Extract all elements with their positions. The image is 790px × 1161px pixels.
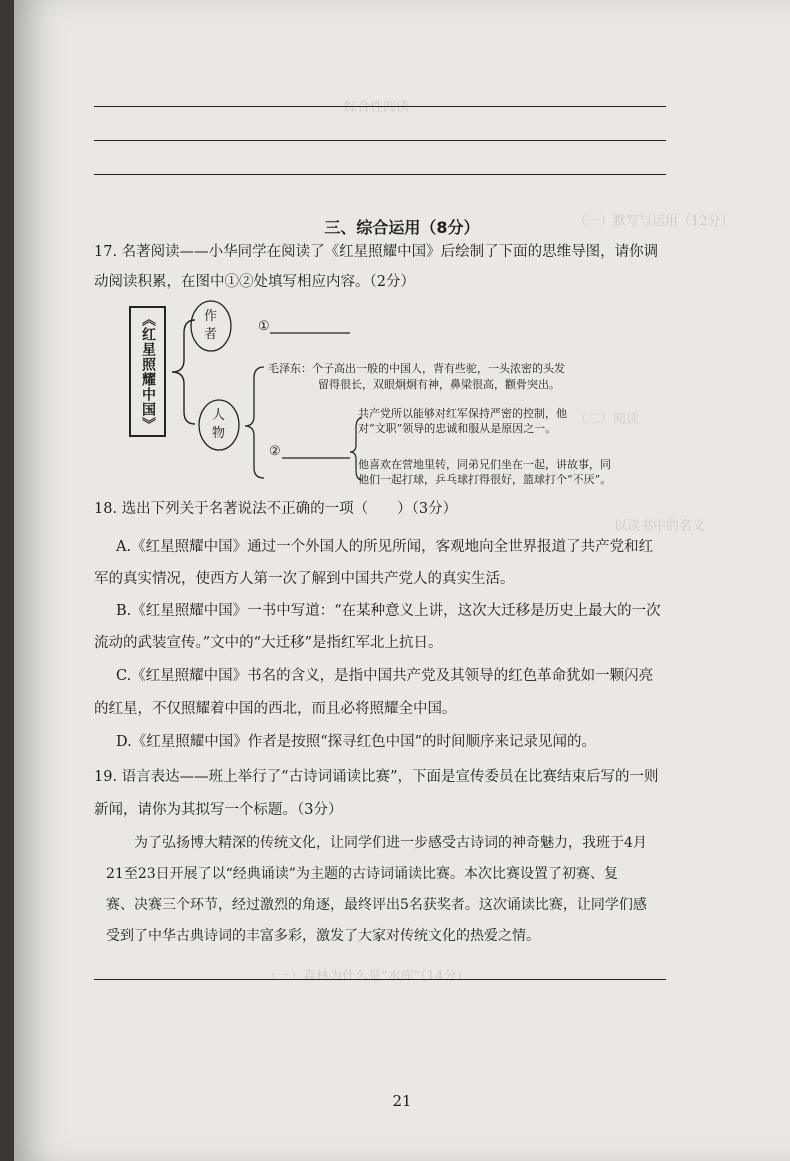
author-label: 作者 — [204, 309, 218, 342]
q19-news-line3: 赛、决赛三个环节，经过激烈的角逐，最终评出5名获奖者。这次诵读比赛，让同学们感 — [106, 897, 647, 913]
q18-stem: 18. 选出下列关于名著说法不正确的一项（ ）（3分） — [94, 501, 458, 517]
person-brace — [245, 367, 264, 478]
bleed-text: （一）森林为什么是“水库”（14分） — [264, 969, 470, 984]
q19-stem-line1: 19. 语言表达——班上举行了“古诗词诵读比赛”，下面是宣传委员在比赛结束后写的一则 — [94, 769, 659, 785]
person2-quote-line2: 对“文职”领导的忠诚和服从是原因之一。 — [358, 422, 557, 435]
q18-option-b-line2: 流动的武装宣传。”文中的“大迁移”是指红军北上抗日。 — [94, 635, 443, 651]
q18-option-a-line2: 军的真实情况，使西方人第一次了解到中国共产党人的真实生活。 — [94, 571, 515, 587]
q18-option-c-line1: C.《红星照耀中国》书名的含义，是指中国共产党及其领导的红色革命犹如一颗闪亮 — [116, 668, 654, 684]
q19-stem-line2: 新闻，请你为其拟写一个标题。（3分） — [94, 802, 343, 818]
answer-line — [94, 979, 666, 980]
q18-option-b-line1: B.《红星照耀中国》一书中写道：“在某种意义上讲，这次大迁移是历史上最大的一次 — [116, 603, 661, 619]
q18-option-c-line2: 的红星，不仅照耀着中国的西北，而且必将照耀全中国。 — [94, 701, 457, 717]
main-brace — [172, 320, 195, 424]
mao-description-line2: 留得很长，双眼炯炯有神，鼻梁很高，颧骨突出。 — [318, 378, 560, 391]
book-title: 《红星照耀中国》 — [140, 311, 156, 432]
person-label: 人物 — [212, 408, 226, 441]
bleed-text: （二）阅读 — [574, 412, 640, 427]
q19-news-line2: 21至23日开展了以“经典诵读”为主题的古诗词诵读比赛。本次比赛设置了初赛、复 — [106, 866, 618, 882]
bleed-text: 综合性阅读 — [344, 100, 410, 115]
person2-quote-line4: 他们一起打球，乒乓球打得很好，篮球打个“不厌”。 — [358, 473, 612, 486]
mao-description-line1: 毛泽东：个子高出一般的中国人，背有些驼，一头浓密的头发 — [268, 362, 565, 375]
q19-news-line4: 受到了中华古典诗词的丰富多彩，激发了大家对传统文化的热爱之情。 — [106, 928, 540, 944]
document-page — [14, 0, 790, 1161]
bleed-text: 以读书中的名义 — [614, 519, 706, 534]
person2-quote-line1: 共产党所以能够对红军保持严密的控制，他 — [358, 407, 567, 420]
person2-quote-line3: 他喜欢在营地里转，同弟兄们坐在一起，讲故事，同 — [358, 458, 611, 471]
section-title: 三、综合运用（8分） — [324, 218, 480, 237]
q17-stem-line1: 17. 名著阅读——小华同学在阅读了《红星照耀中国》后绘制了下面的思维导图，请你调 — [94, 244, 659, 260]
bleed-text: （一）默写与运用（12分） — [574, 214, 734, 229]
q17-stem-line2: 动阅读积累，在图中①②处填写相应内容。（2分） — [94, 274, 415, 290]
q18-option-d: D.《红星照耀中国》作者是按照“探寻红色中国”的时间顺序来记录见闻的。 — [116, 734, 597, 750]
page-number: 21 — [392, 1092, 412, 1110]
q18-option-a-line1: A.《红星照耀中国》通过一个外国人的所见所闻，客观地向全世界报道了共产党和红 — [116, 539, 654, 555]
q19-news-line1: 为了弘扬博大精深的传统文化，让同学们进一步感受古诗词的神奇魅力，我班于4月 — [134, 835, 647, 851]
blank1-marker: ① — [258, 319, 270, 334]
blank2-marker: ② — [269, 444, 281, 459]
